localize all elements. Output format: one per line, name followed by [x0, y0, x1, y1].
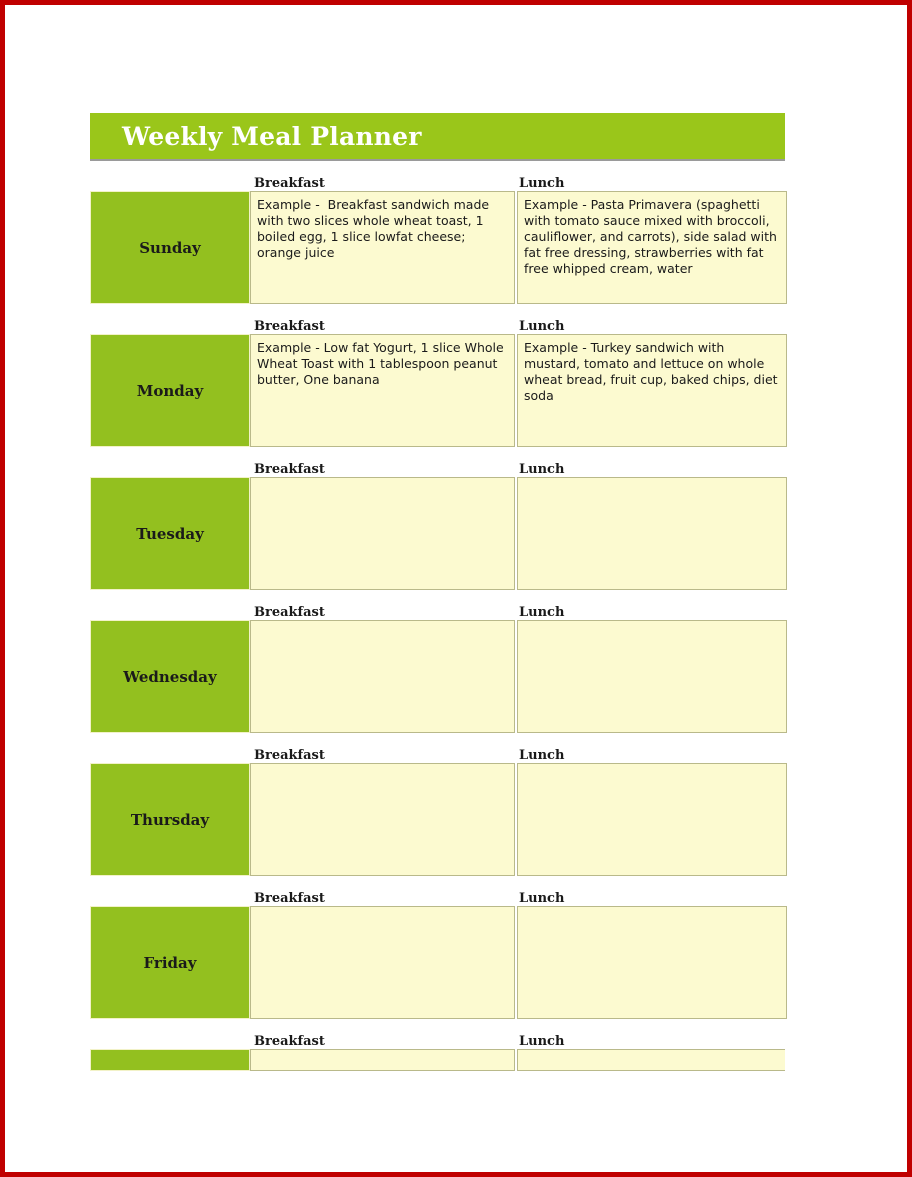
day-block-sunday — [90, 170, 785, 304]
breakfast-cell[interactable] — [250, 906, 515, 1019]
day-name: Wednesday — [123, 667, 217, 686]
header-lunch: Lunch — [519, 891, 565, 906]
breakfast-cell[interactable]: Example - Low fat Yogurt, 1 slice Whole Wheat Toast with 1 tablespoon peanut butter, One banana — [250, 334, 515, 447]
planner-title-bar — [90, 113, 785, 161]
header-breakfast: Breakfast — [254, 176, 325, 191]
header-breakfast: Breakfast — [254, 319, 325, 334]
header-lunch: Lunch — [519, 319, 565, 334]
day-name: Thursday — [130, 810, 210, 829]
lunch-cell[interactable] — [517, 477, 787, 590]
day-name: Monday — [136, 381, 204, 400]
table-row — [90, 1049, 785, 1071]
table-row — [90, 620, 785, 733]
breakfast-cell[interactable] — [250, 620, 515, 733]
table-row — [90, 191, 785, 304]
header-lunch: Lunch — [519, 462, 565, 477]
lunch-cell[interactable] — [517, 620, 787, 733]
breakfast-cell[interactable] — [250, 477, 515, 590]
column-headers — [90, 1028, 785, 1049]
day-label-cell — [90, 1049, 250, 1071]
lunch-cell[interactable] — [517, 763, 787, 876]
lunch-cell[interactable] — [517, 1049, 785, 1071]
column-headers — [90, 313, 785, 334]
header-breakfast: Breakfast — [254, 1034, 325, 1049]
lunch-cell[interactable] — [517, 906, 787, 1019]
column-headers — [90, 885, 785, 906]
day-label-cell — [90, 763, 250, 876]
day-name: Tuesday — [136, 524, 204, 543]
breakfast-cell[interactable] — [250, 1049, 515, 1071]
day-block-monday — [90, 313, 785, 447]
clipped-row-wrapper — [90, 1049, 785, 1071]
day-name: Sunday — [139, 238, 201, 257]
day-label-cell — [90, 620, 250, 733]
day-label-cell — [90, 906, 250, 1019]
page-title: Weekly Meal Planner — [122, 121, 422, 151]
header-lunch: Lunch — [519, 176, 565, 191]
header-lunch: Lunch — [519, 1034, 565, 1049]
table-row — [90, 763, 785, 876]
lunch-cell[interactable]: Example - Turkey sandwich with mustard, tomato and lettuce on whole wheat bread, fruit cup, baked chips, diet soda — [517, 334, 787, 447]
day-block-friday — [90, 885, 785, 1019]
column-headers — [90, 170, 785, 191]
table-row — [90, 477, 785, 590]
day-block-clipped — [90, 1028, 785, 1071]
day-block-wednesday — [90, 599, 785, 733]
table-row — [90, 334, 785, 447]
day-label-cell — [90, 477, 250, 590]
day-label-cell — [90, 334, 250, 447]
header-breakfast: Breakfast — [254, 462, 325, 477]
day-block-tuesday — [90, 456, 785, 590]
day-label-cell — [90, 191, 250, 304]
day-name: Friday — [143, 953, 197, 972]
day-block-thursday — [90, 742, 785, 876]
meal-planner-sheet — [90, 113, 785, 1071]
breakfast-cell[interactable] — [250, 763, 515, 876]
column-headers — [90, 742, 785, 763]
header-lunch: Lunch — [519, 605, 565, 620]
header-lunch: Lunch — [519, 748, 565, 763]
header-breakfast: Breakfast — [254, 891, 325, 906]
column-headers — [90, 456, 785, 477]
header-breakfast: Breakfast — [254, 748, 325, 763]
table-row — [90, 906, 785, 1019]
breakfast-cell[interactable]: Example - Breakfast sandwich made with two slices whole wheat toast, 1 boiled egg, 1 slice lowfat cheese; orange juice — [250, 191, 515, 304]
column-headers — [90, 599, 785, 620]
lunch-cell[interactable]: Example - Pasta Primavera (spaghetti with tomato sauce mixed with broccoli, cauliflower, and carrots), side salad with fat free dressing, strawberries with fat free whipped cream, water — [517, 191, 787, 304]
header-breakfast: Breakfast — [254, 605, 325, 620]
